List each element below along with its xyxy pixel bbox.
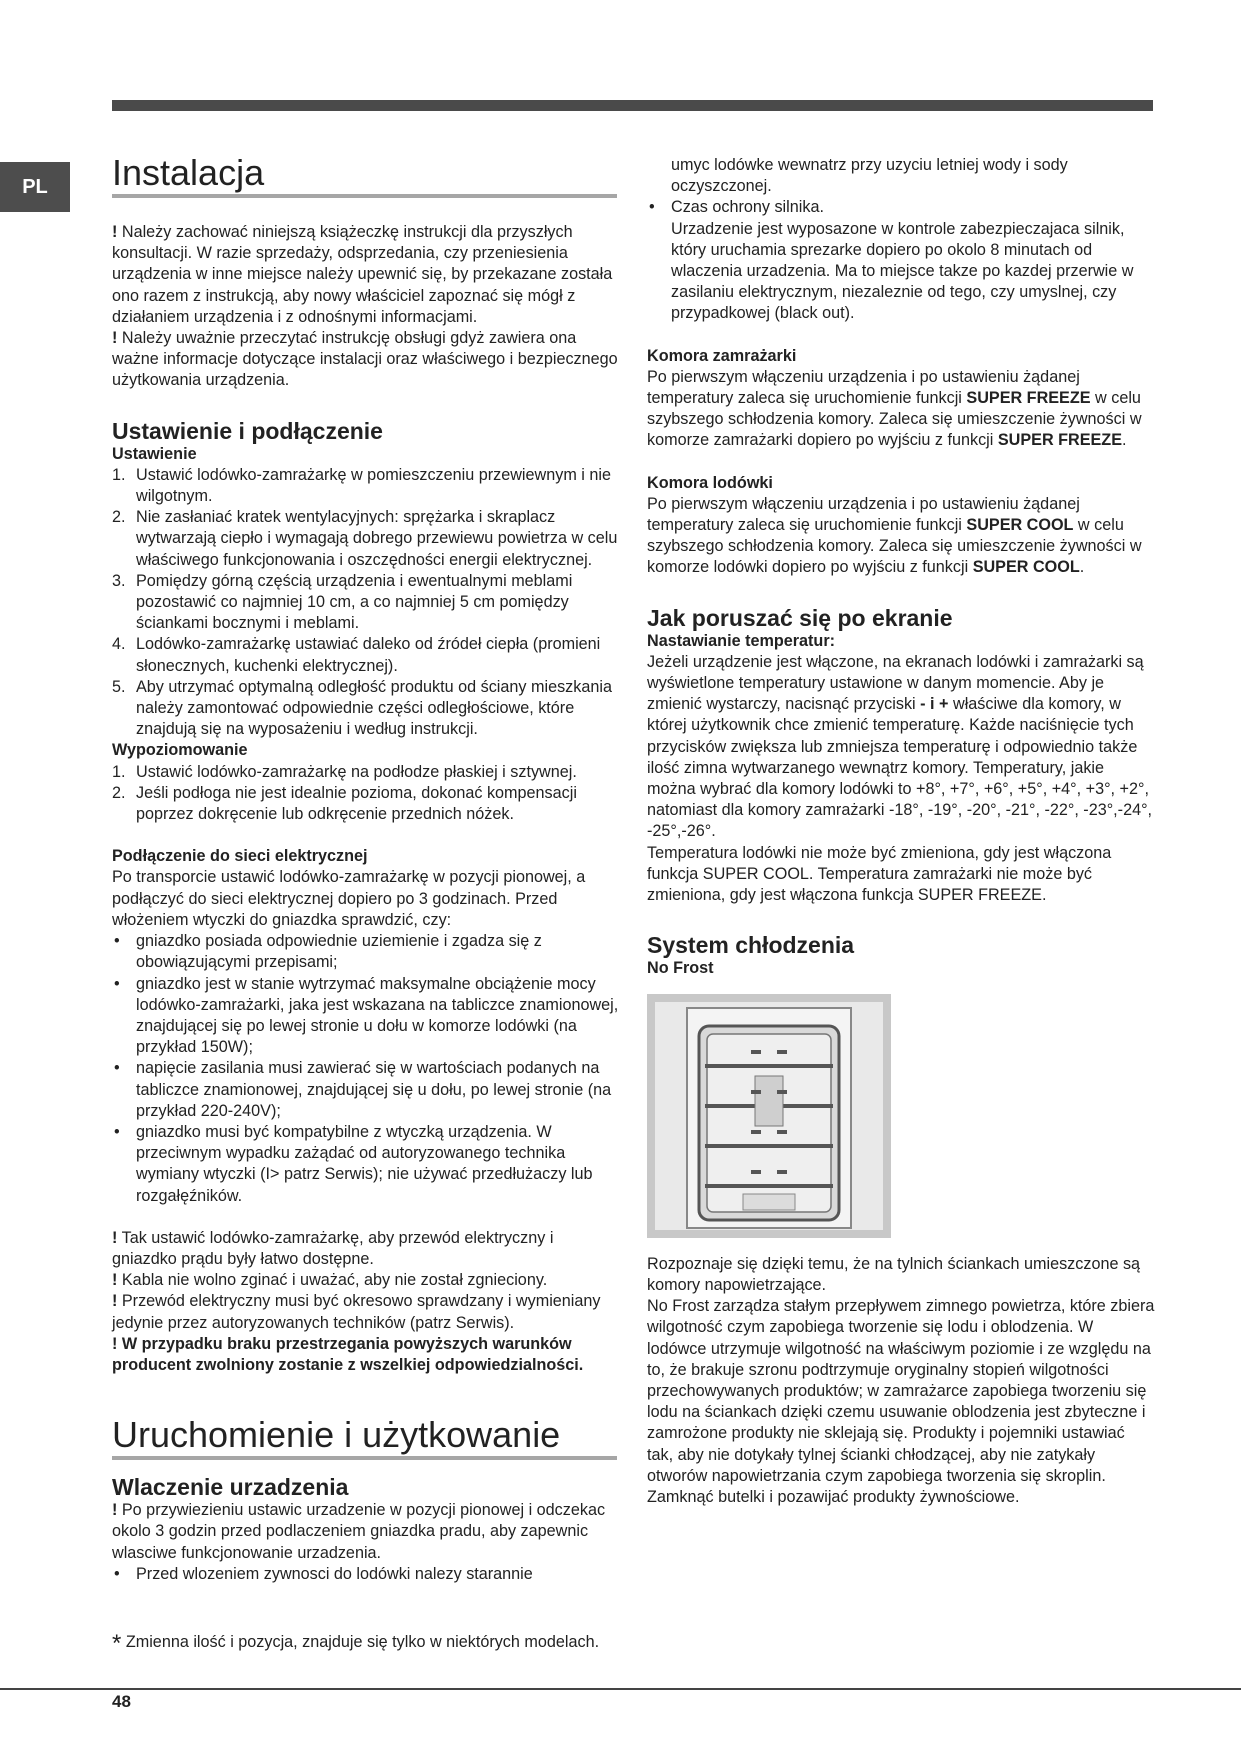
subheading-temperature: Nastawianie temperatur: [647,631,836,650]
subheading-no-frost: No Frost [647,959,714,978]
list-item: 2. Nie zasłaniać kratek wentylacyjnych: sprężarka i skraplacz wytwarzają ciepło i wymagają dobrego przewiewu powietrza w celu właściwego funkcjonowania i oszczędności energii elektrycznej. [112,508,618,569]
startup-paragraph: ! Po przywiezieniu ustawic urzadzenie w pozycji pionowej i odczekac okolo 3 godzin przed podlaczeniem gniazdka pradu, aby zapewnic wlasciwe funkcjonowanie urzadzenia. [112,1501,606,1562]
top-rule [112,100,1153,111]
fridge-interior-illustration [647,994,891,1238]
left-column [112,152,620,1585]
heading-placement-connection: Ustawienie i podłączenie [112,417,383,444]
language-tab: PL [0,162,70,212]
list-item: • Czas ochrony silnika. Urzadzenie jest wyposazone w kontrole zabezpieczajaca silnik, który uruchamia sprezarke dopiero po okolo 8 minutach od wlaczenia urzadzenia. Ma to miejsce takze po kazdej przerwie w zasilaniu elektrycznym, niezaleznie od tego, czy umyslnej, czy przypadkowej (black out). [647,197,1155,324]
bottom-rule [0,1688,1241,1690]
section-title-installation: Instalacja [112,152,617,198]
temperature-paragraph: Jeżeli urządzenie jest włączone, na ekranach lodówki i zamrażarki są wyświetlone temperatury ustawione w danym momencie. Aby je zmienić wystarczy, nacisnąć przyciski - i + właściwe dla komory, w której użytkownik chce zmienić temperaturę. Każde naciśnięcie tych przycisków zwiększa lub zmniejsza temperaturę i odpowiednio także ilość zimna wytwarzanego wewnątrz komory. Temperatury, jakie można wybrać dla komory lodówki to +8°, +7°, +6°, +5°, +4°, +3°, +2°, natomiast dla komory zamrażarki -18°, -19°, -20°, -21°, -22°, -23°,-24°, -25°,-26°. [647,652,1153,841]
warning-2: ! Kabla nie wolno zginać i uważać, aby nie został zgnieciony. [112,1271,548,1290]
subheading-placement: Ustawienie [112,444,197,463]
list-item: • napięcie zasilania musi zawierać się w wartościach podanych na tabliczce znamionowej, znajdującej się u dołu, po lewej stronie (na przykład 220-240V); [112,1058,620,1122]
list-item: 5. Aby utrzymać optymalną odległość produktu od ściany mieszkania należy zamontować odpowiednie części odległościowe, które znajdują się na wyposażeniu i według instrukcji. [112,677,612,739]
page-number: 48 [112,1692,131,1711]
electric-checklist [112,931,620,1207]
list-item: 4. Lodówko-zamrażarkę ustawiać daleko od źródeł ciepła (promieni słonecznych, kuchenki elektrycznej). [112,635,601,675]
list-item: • gniazdko posiada odpowiednie uziemienie i zgadza się z obowiązującymi przepisami; [112,931,620,973]
subheading-leveling: Wypoziomowanie [112,741,248,760]
subheading-electric: Podłączenie do sieci elektrycznej [112,847,368,866]
subheading-fridge: Komora lodówki [647,473,773,492]
list-item: 3. Pomiędzy górną częścią urządzenia i ewentualnymi meblami pozostawić co najmniej 10 cm, a co najmniej 5 cm pomiędzy ściankami bocznymi i meblami. [112,571,573,633]
freezer-paragraph: Po pierwszym włączeniu urządzenia i po ustawieniu żądanej temperatury zaleca się uruchomienie funkcji SUPER FREEZE w celu szybszego schłodzenia komory. Zaleca się umieszczenie żywności w komorze zamrażarki dopiero po wyjściu z funkcji SUPER FREEZE. [647,367,1142,450]
list-item: • gniazdko musi być kompatybilne z wtyczką urządzenia. W przeciwnym wypadku zażądać od autoryzowanego technika wymiany wtyczki (I> patrz Serwis); nie używać przedłużaczy lub rozgałęźników. [112,1122,620,1207]
intro-paragraph-2: ! Należy uważnie przeczytać instrukcję obsługi gdyż zawiera ona ważne informacje dotyczące instalacji oraz właściwego i bezpiecznego użytkowania urządzenia. [112,329,618,390]
continued-bullet-text: umyc lodówke wewnatrz przy uzyciu letniej wody i sody oczyszczonej. [671,156,1068,196]
warning-1: ! Tak ustawić lodówko-zamrażarkę, aby przewód elektryczny i gniazdko prądu były łatwo dostępne. [112,1228,554,1268]
list-item: • gniazdko jest w stanie wytrzymać maksymalne obciążenie mocy lodówko-zamrażarki, jaka jest wskazana na tabliczce znamionowej, znajdującej się po lewej stronie u dołu w komorze lodówki (na przykład 150W); [112,974,620,1059]
heading-switch-on: Wlaczenie urzadzenia [112,1474,349,1501]
electric-intro: Po transporcie ustawić lodówko-zamrażarkę w pozycji pionowej, a podłączyć do sieci elektrycznej dopiero po 3 godzinach. Przed włożeniem wtyczki do gniazdka sprawdzić, czy: [112,868,586,929]
fridge-paragraph: Po pierwszym włączeniu urządzenia i po ustawieniu żądanej temperatury zaleca się uruchomienie funkcji SUPER COOL w celu szybszego schłodzenia komory. Zaleca się umieszczenie żywności w komorze lodówki dopiero po wyjściu z funkcji SUPER COOL. [647,494,1142,577]
footnote: * Zmienna ilość i pozycja, znajduje się tylko w niektórych modelach. [112,1630,600,1657]
right-column [647,155,1155,1508]
no-frost-paragraph-2: No Frost zarządza stałym przepływem zimnego powietrza, które zbiera wilgotność czym zapobiega tworzenie się lodu i oblodzenia. W lodówce utrzymuje wilgotność na właściwym poziomie i ze względu na to, że brakuje szronu podtrzymuje oryginalny stopień wilgotności przechowywanych produktów; w zamrażarce zapobiega tworzeniu się lodu na ściankach dzięki czemu usuwanie oblodzenia jest zbyteczne i zamrożone produkty nie sklejają się. Produkty i pojemniki ustawiać tak, aby nie dotykały tylnej ścianki chłodzącej, aby nie zatykały otworów napowietrzania czym zapobiega tworzenia się skroplin. Zamknąć butelki i pozawijać produkty żywnościowe. [647,1297,1155,1506]
no-frost-paragraph-1: Rozpoznaje się dzięki temu, że na tylnich ściankach umieszczone są komory napowietrzające. [647,1254,1141,1294]
leveling-list [112,762,620,826]
warning-4: ! W przypadku braku przestrzegania powyższych warunków producent zwolniony zostanie z wszelkiej odpowiedzialności. [112,1334,584,1374]
list-item: • Przed wlozeniem zywnosci do lodówki nalezy starannie [112,1564,620,1585]
list-item: 1. Ustawić lodówko-zamrażarkę w pomieszczeniu przewiewnym i nie wilgotnym. [112,465,611,506]
warning-3: ! Przewód elektryczny musi być okresowo sprawdzany i wymieniany jedynie przez autoryzowanych techników (patrz Serwis). [112,1292,601,1332]
subheading-freezer: Komora zamrażarki [647,346,797,365]
motor-list [647,197,1155,324]
heading-screen-navigation: Jak poruszać się po ekranie [647,604,953,631]
placement-list [112,465,620,741]
temperature-note: Temperatura lodówki nie może być zmieniona, gdy jest włączona funkcja SUPER COOL. Temperatura zamrażarki nie może być zmieniona, gdy jest włączona funkcja SUPER FREEZE. [647,843,1112,905]
section-title-startup: Uruchomienie i użytkowanie [112,1414,617,1460]
startup-list [112,1564,620,1585]
intro-paragraph-1: ! Należy zachować niniejszą książeczkę instrukcji dla przyszłych konsultacji. W razie sprzedaży, odsprzedania, czy przeniesienia urządzenia w inne miejsce należy upewnić się, by przekazane została ono razem z instrukcją, aby nowy właściciel zapoznać się mógł z działaniem urządzenia i z odnośnymi informacjami. [112,223,613,326]
list-item: 1. Ustawić lodówko-zamrażarkę na podłodze płaskiej i sztywnej. [112,762,577,781]
heading-cooling-system: System chłodzenia [647,932,855,959]
list-item: 2. Jeśli podłoga nie jest idealnie pozioma, dokonać kompensacji poprzez dokręcenie lub odkręcenie przednich nóżek. [112,783,577,824]
